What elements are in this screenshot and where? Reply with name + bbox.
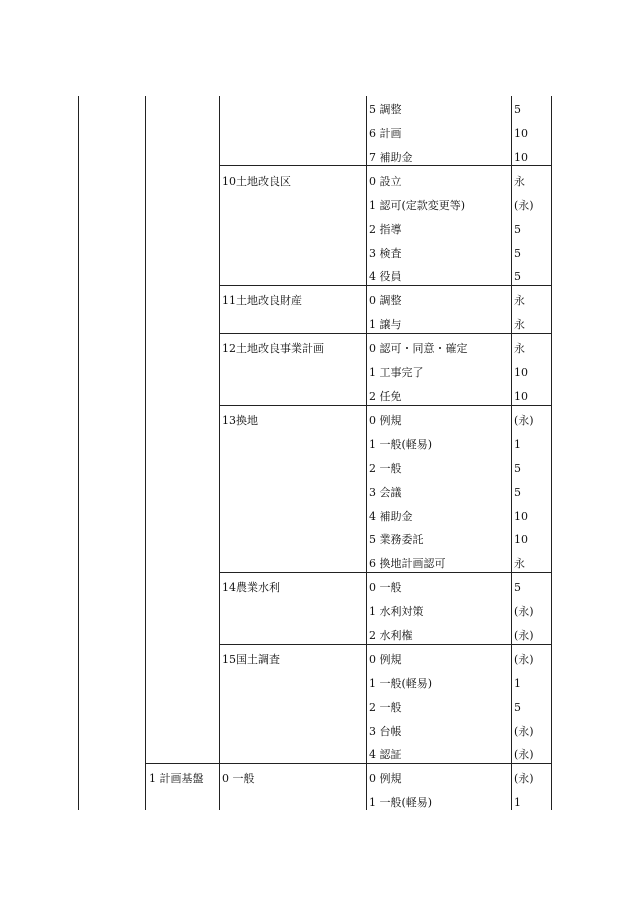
code-cell: 3 検査 [369,247,402,260]
category-cell: 13換地 [222,414,258,427]
code-cell: 6 換地計画認可 [369,557,446,570]
code-cell: 0 調整 [369,294,402,307]
retention-cell: (永) [514,629,534,642]
table-rule-col5 [511,96,512,810]
group-rule [219,572,552,573]
retention-cell: 永 [514,557,525,570]
retention-cell: 10 [514,366,528,379]
code-cell: 3 会議 [369,486,402,499]
group-rule [219,285,552,286]
retention-cell: 10 [514,390,528,403]
group-rule [219,165,552,166]
code-cell: 5 業務委託 [369,533,424,546]
retention-cell: (永) [514,653,534,666]
category-cell: 0 一般 [222,772,255,785]
group-rule [219,405,552,406]
code-cell: 3 台帳 [369,725,402,738]
code-cell: 0 例規 [369,772,402,785]
code-cell: 1 工事完了 [369,366,424,379]
retention-cell: 10 [514,533,528,546]
retention-cell: 5 [514,223,521,236]
group-rule [219,333,552,334]
code-cell: 2 水利権 [369,629,413,642]
group-rule [219,644,552,645]
category-cell: 14農業水利 [222,581,280,594]
code-cell: 2 指導 [369,223,402,236]
code-cell: 1 一般(軽易) [369,796,433,809]
code-cell: 2 任免 [369,390,402,403]
code-cell: 0 設立 [369,175,402,188]
retention-cell: (永) [514,414,534,427]
retention-cell: 永 [514,175,525,188]
table-rule-col2 [145,96,146,810]
code-cell: 4 認証 [369,748,402,761]
retention-cell: 5 [514,103,521,116]
retention-cell: 5 [514,247,521,260]
code-cell: 1 一般(軽易) [369,677,433,690]
retention-cell: 10 [514,510,528,523]
code-cell: 1 水利対策 [369,605,424,618]
code-cell: 4 役員 [369,270,402,283]
retention-cell: 1 [514,438,521,451]
retention-cell: (永) [514,199,534,212]
retention-cell: 5 [514,486,521,499]
major-group-rule [145,763,552,764]
retention-cell: (永) [514,605,534,618]
table-rule-col4 [366,96,367,810]
retention-cell: 5 [514,701,521,714]
retention-cell: 5 [514,462,521,475]
code-cell: 2 一般 [369,701,402,714]
retention-cell: 永 [514,294,525,307]
retention-cell: 永 [514,318,525,331]
code-cell: 1 一般(軽易) [369,438,433,451]
code-cell: 0 一般 [369,581,402,594]
retention-cell: (永) [514,725,534,738]
category-cell: 15国土調査 [222,653,280,666]
category-cell: 10土地改良区 [222,175,291,188]
retention-cell: 10 [514,151,528,164]
retention-cell: 1 [514,796,521,809]
retention-cell: (永) [514,772,534,785]
retention-cell: (永) [514,748,534,761]
code-cell: 0 認可・同意・確定 [369,342,468,355]
code-cell: 1 認可(定款変更等) [369,199,466,212]
table-rule-col1 [78,96,79,810]
table-rule-col6 [551,96,552,810]
retention-cell: 5 [514,581,521,594]
code-cell: 5 調整 [369,103,402,116]
retention-cell: 5 [514,270,521,283]
major-category-cell: 1 計画基盤 [149,772,204,785]
category-cell: 11土地改良財産 [222,294,302,307]
code-cell: 0 例規 [369,414,402,427]
table-rule-col3 [219,96,220,810]
retention-cell: 10 [514,127,528,140]
retention-cell: 永 [514,342,525,355]
code-cell: 2 一般 [369,462,402,475]
code-cell: 6 計画 [369,127,402,140]
code-cell: 4 補助金 [369,510,413,523]
code-cell: 1 譲与 [369,318,402,331]
retention-cell: 1 [514,677,521,690]
code-cell: 7 補助金 [369,151,413,164]
category-cell: 12土地改良事業計画 [222,342,324,355]
code-cell: 0 例規 [369,653,402,666]
